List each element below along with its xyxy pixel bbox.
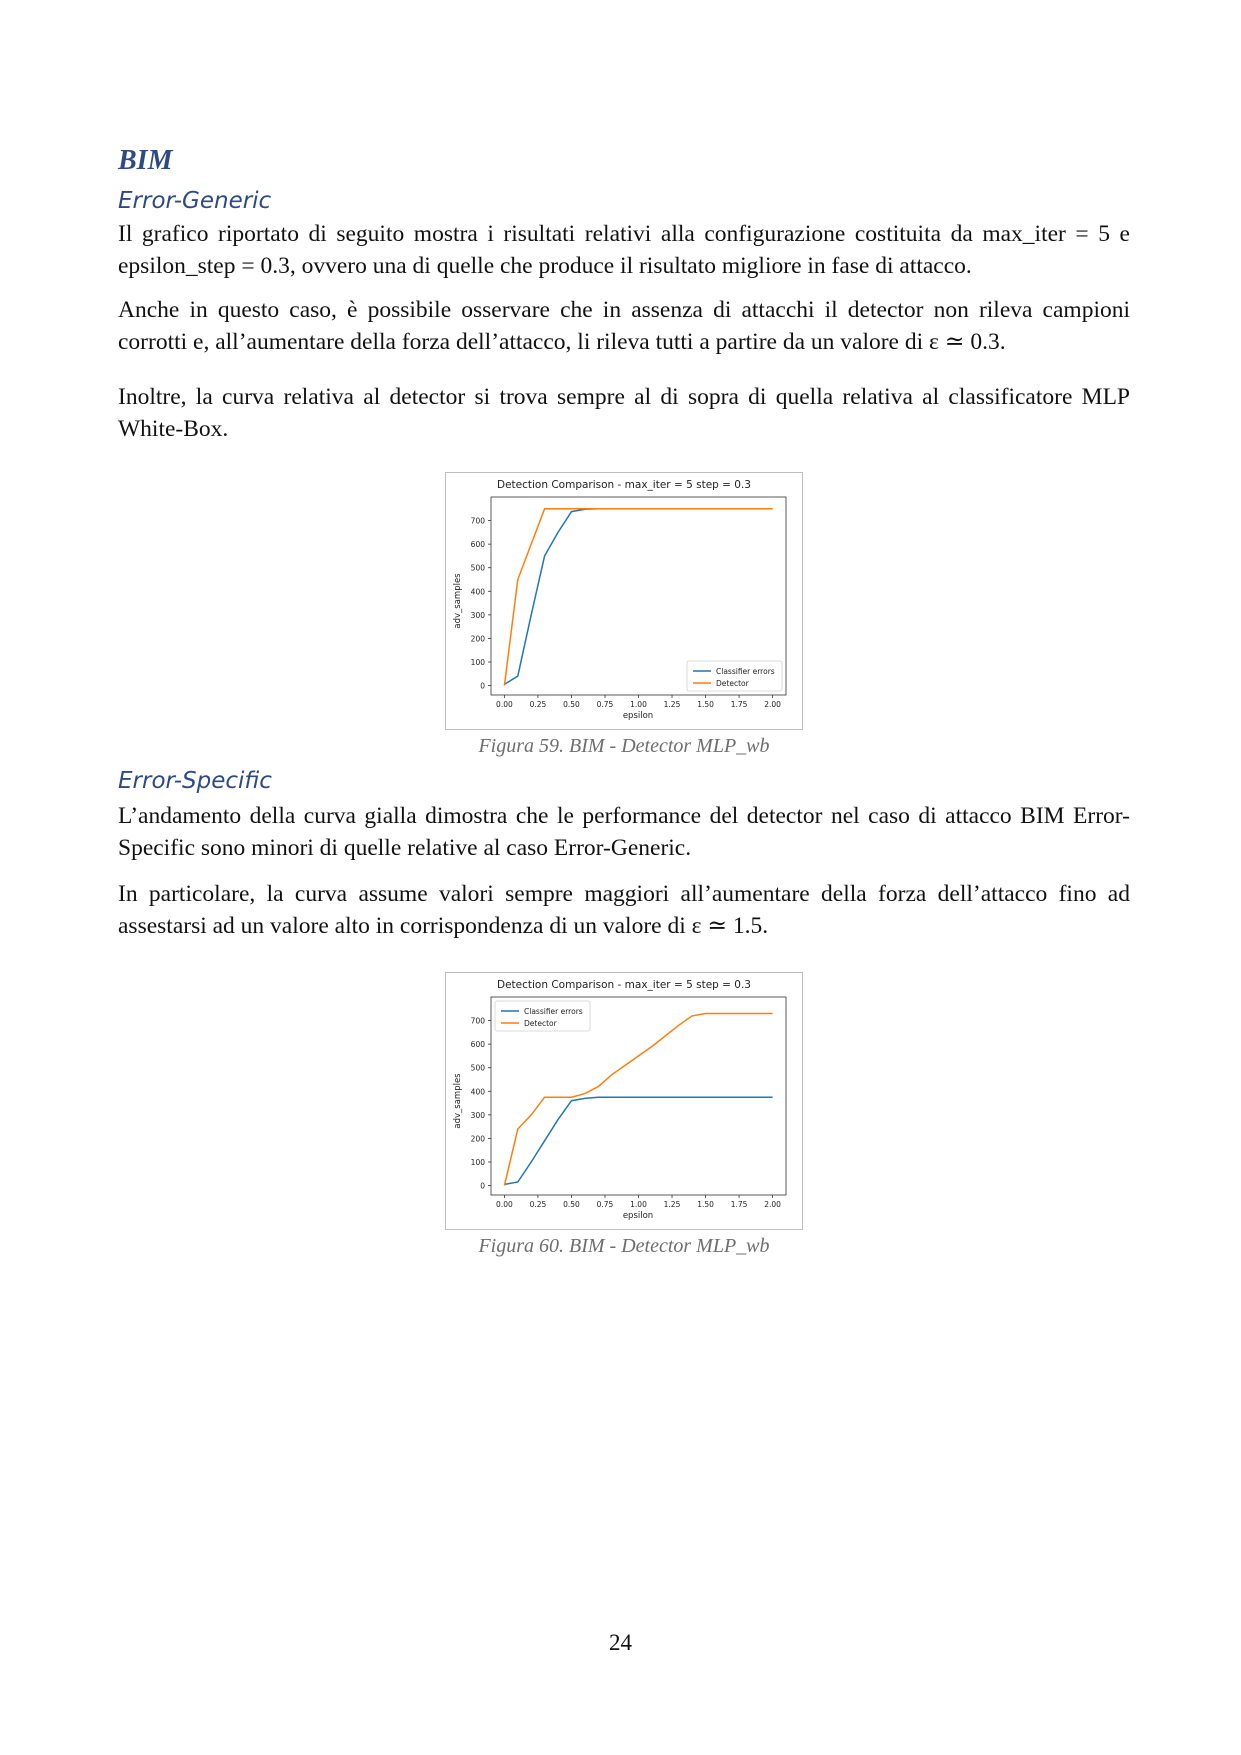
x-tick-label: 0.50 (563, 1200, 580, 1209)
chart-legend (687, 661, 782, 691)
x-tick-label: 1.00 (630, 1200, 647, 1209)
x-tick-label: 0.00 (496, 1200, 513, 1209)
x-tick-label: 0.75 (596, 1200, 614, 1209)
figure-59-caption: Figura 59. BIM - Detector MLP_wb (478, 735, 770, 757)
y-tick-label: 300 (470, 1110, 485, 1120)
paragraph-generic-2: Anche in questo caso, è possibile osservare che in assenza di attacchi il detector non rileva campioni corrotti e, all’aumentare della forza dell’attacco, li rileva tutti a partire da un valore di ε ≃ 0.3. (118, 297, 1130, 355)
y-tick-label: 400 (470, 1087, 485, 1097)
series-line-classifier-errors (504, 1097, 772, 1184)
x-tick-label: 0.25 (529, 700, 547, 709)
line-chart (446, 473, 802, 729)
y-tick-label: 500 (470, 563, 485, 573)
x-tick-label: 1.75 (730, 700, 748, 709)
y-tick-label: 700 (470, 516, 485, 526)
series-line-detector (504, 1014, 772, 1186)
y-tick-label: 200 (470, 1134, 485, 1144)
chart-legend (495, 1001, 590, 1031)
y-axis-label: adv_samples (453, 1073, 463, 1129)
x-tick-label: 1.50 (697, 700, 714, 709)
x-tick-label: 0.25 (529, 1200, 547, 1209)
series-line-detector (504, 509, 772, 686)
y-tick-label: 0 (480, 1181, 485, 1191)
x-tick-label: 2.00 (764, 1200, 781, 1209)
x-tick-label: 0.75 (596, 700, 614, 709)
x-axis-label: epsilon (622, 1211, 654, 1221)
y-axis-label: adv_samples (453, 573, 463, 629)
figure-60-caption: Figura 60. BIM - Detector MLP_wb (478, 1235, 770, 1257)
x-tick-label: 0.00 (496, 700, 513, 709)
paragraph-specific-1: L’andamento della curva gialla dimostra che le performance del detector nel caso di attacco BIM Error-Specific sono minori di quelle relative al caso Error-Generic. (118, 803, 1130, 861)
x-tick-label: 1.75 (730, 1200, 748, 1209)
x-tick-label: 2.00 (764, 700, 781, 709)
x-tick-label: 0.50 (563, 700, 580, 709)
y-tick-label: 500 (470, 1063, 485, 1073)
y-tick-label: 0 (480, 681, 485, 691)
figure-60-chart (445, 972, 803, 1230)
section-title: BIM (118, 145, 173, 176)
subheading-error-specific: Error-Specific (118, 768, 272, 794)
subheading-error-generic: Error-Generic (118, 188, 272, 214)
x-tick-label: 1.25 (663, 1200, 681, 1209)
paragraph-generic-1: Il grafico riportato di seguito mostra i risultati relativi alla configurazione costituita da max_iter = 5 e epsilon_step = 0.3, ovvero una di quelle che produce il risultato migliore in fase di attacco. (118, 221, 1130, 279)
chart-title: Detection Comparison - max_iter = 5 step = 0.3 (497, 979, 751, 991)
paragraph-generic-3: Inoltre, la curva relativa al detector si trova sempre al di sopra di quella relativa al classificatore MLP White-Box. (118, 384, 1130, 442)
y-tick-label: 700 (470, 1016, 485, 1026)
y-tick-label: 600 (470, 540, 485, 550)
series-line-classifier-errors (504, 509, 772, 685)
y-tick-label: 100 (470, 658, 485, 667)
y-tick-label: 400 (470, 587, 485, 597)
x-tick-label: 1.50 (697, 1200, 714, 1209)
y-tick-label: 300 (470, 610, 485, 620)
line-chart (446, 973, 802, 1229)
y-tick-label: 100 (470, 1158, 485, 1167)
x-axis-label: epsilon (622, 711, 654, 721)
legend-label: Classifier errors (716, 667, 775, 676)
chart-title: Detection Comparison - max_iter = 5 step = 0.3 (497, 479, 751, 491)
y-tick-label: 200 (470, 634, 485, 644)
legend-label: Detector (716, 679, 749, 688)
x-tick-label: 1.25 (663, 700, 681, 709)
x-tick-label: 1.00 (630, 700, 647, 709)
legend-label: Classifier errors (524, 1007, 583, 1016)
legend-label: Detector (524, 1019, 557, 1028)
y-tick-label: 600 (470, 1040, 485, 1050)
paragraph-specific-2: In particolare, la curva assume valori sempre maggiori all’aumentare della forza dell’attacco fino ad assestarsi ad un valore alto in corrispondenza di un valore di ε ≃ 1.5. (118, 881, 1130, 939)
page-number: 24 (609, 1630, 632, 1655)
figure-59-chart (445, 472, 803, 730)
